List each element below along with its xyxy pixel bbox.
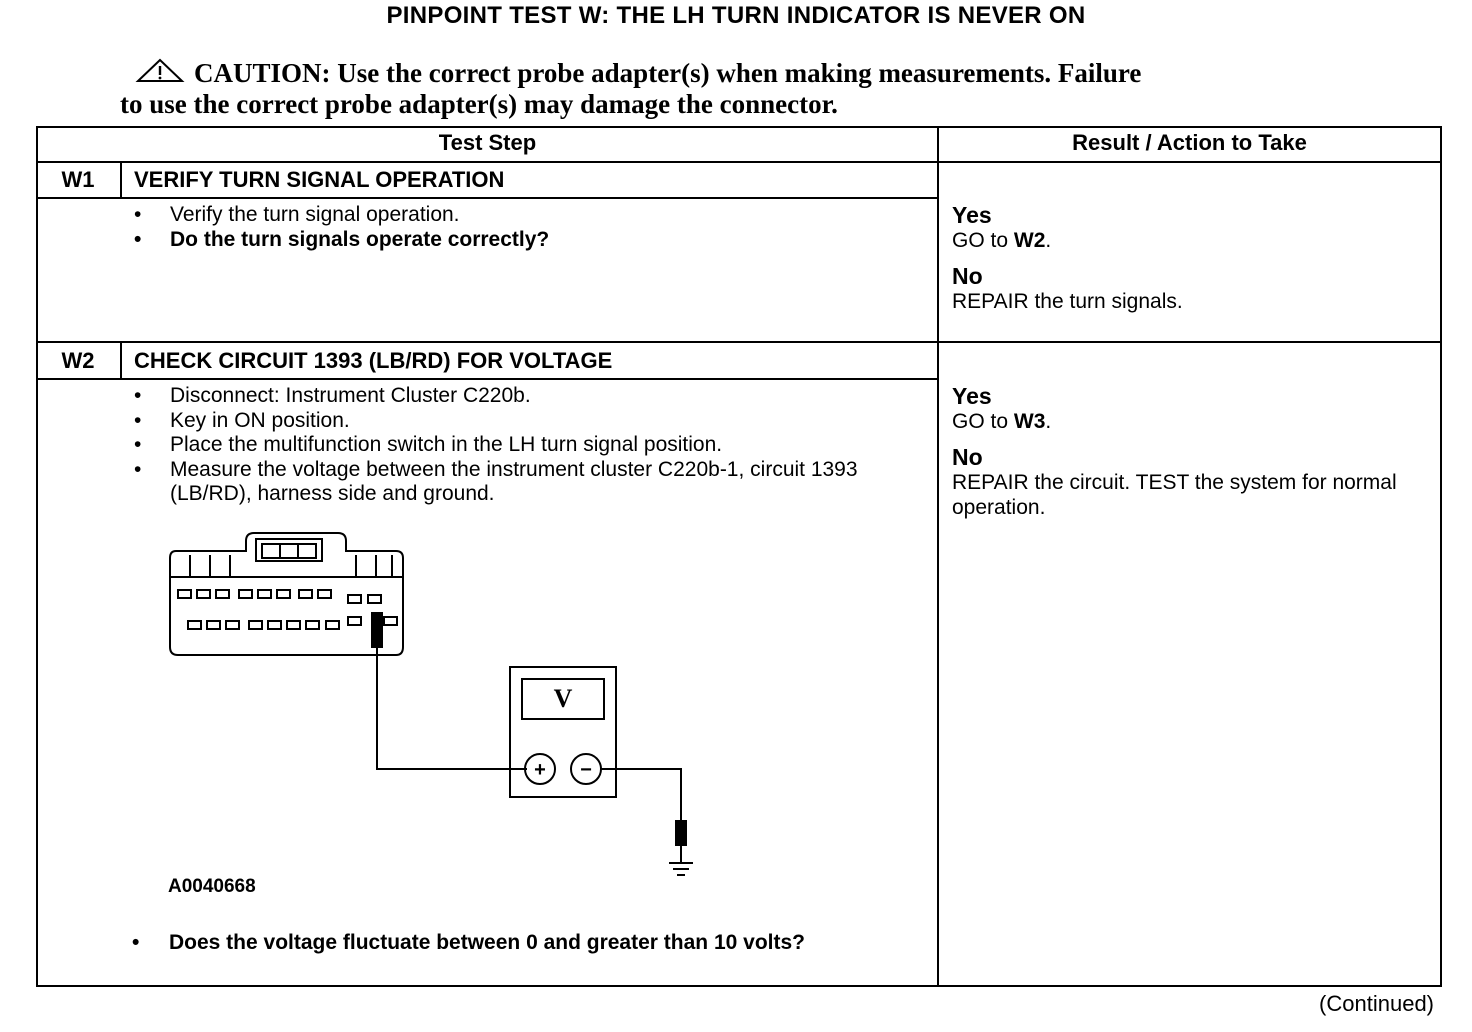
step-divider xyxy=(36,341,1442,343)
list-item: • Place the multifunction switch in the LH turn signal position. xyxy=(134,433,894,458)
step-id-w1: W1 xyxy=(61,167,95,192)
column-divider xyxy=(937,126,939,987)
page-title: PINPOINT TEST W: THE LH TURN INDICATOR IS NEVER ON xyxy=(386,2,1086,29)
result-no-label: No xyxy=(952,263,983,289)
step-w1-instructions xyxy=(134,203,924,252)
step-title-w2: CHECK CIRCUIT 1393 (LB/RD) FOR VOLTAGE xyxy=(134,348,613,373)
result-yes-text: GO to xyxy=(952,410,1009,433)
w2-title-divider xyxy=(36,378,939,380)
result-yes-text: GO to xyxy=(952,229,1009,252)
figure-id: A0040668 xyxy=(168,876,256,897)
caution-line-1: CAUTION: Use the correct probe adapter(s) when making measurements. Failure xyxy=(194,58,1142,88)
meter-positive-terminal: + xyxy=(534,759,546,781)
list-item: • Key in ON position. xyxy=(134,409,894,434)
step-title-w1: VERIFY TURN SIGNAL OPERATION xyxy=(134,167,505,192)
step-id-w2: W2 xyxy=(61,348,95,373)
result-yes-action: GO to W3. xyxy=(952,410,1052,433)
list-item: • Disconnect: Instrument Cluster C220b. xyxy=(134,384,894,409)
continued-note: (Continued) xyxy=(1319,991,1434,1016)
caution-triangle-icon xyxy=(134,58,186,84)
result-yes-label: Yes xyxy=(952,383,992,409)
step-w2-instructions xyxy=(134,384,894,507)
step-id-divider-w2 xyxy=(120,343,122,379)
result-yes-action: GO to W2. xyxy=(952,229,1052,252)
caution-notice xyxy=(120,58,1320,120)
caution-line-2: to use the correct probe adapter(s) may damage the connector. xyxy=(120,89,838,119)
voltmeter-label: V xyxy=(553,684,573,713)
step-id-divider-w1 xyxy=(120,162,122,198)
result-yes-target: W3 xyxy=(1013,410,1046,433)
result-no-label: No xyxy=(952,444,983,470)
question-text: Does the voltage fluctuate between 0 and greater than 10 volts? xyxy=(169,931,805,954)
result-no-action: REPAIR the circuit. TEST the system for normal operation. xyxy=(952,471,1397,519)
header-test-step: Test Step xyxy=(438,130,537,155)
result-w1 xyxy=(952,202,1183,314)
result-no-action: REPAIR the turn signals. xyxy=(952,290,1183,313)
result-yes-label: Yes xyxy=(952,202,992,228)
header-divider xyxy=(36,161,1442,163)
header-result-action: Result / Action to Take xyxy=(1072,130,1307,155)
step-w2-question xyxy=(132,930,902,955)
result-yes-target: W2 xyxy=(1013,229,1046,252)
w1-title-divider xyxy=(36,197,939,199)
meter-negative-terminal: − xyxy=(580,759,592,781)
list-item: • Measure the voltage between the instrument cluster C220b-1, circuit 1393 (LB/RD), harness side and ground. xyxy=(134,458,894,507)
list-item: • Verify the turn signal operation. xyxy=(134,203,924,228)
result-w2 xyxy=(952,383,1422,520)
list-item-question: • Do the turn signals operate correctly? xyxy=(134,228,924,253)
bullet-icon: • xyxy=(132,931,140,954)
ground-icon xyxy=(669,863,693,875)
voltage-test-diagram xyxy=(160,525,720,885)
